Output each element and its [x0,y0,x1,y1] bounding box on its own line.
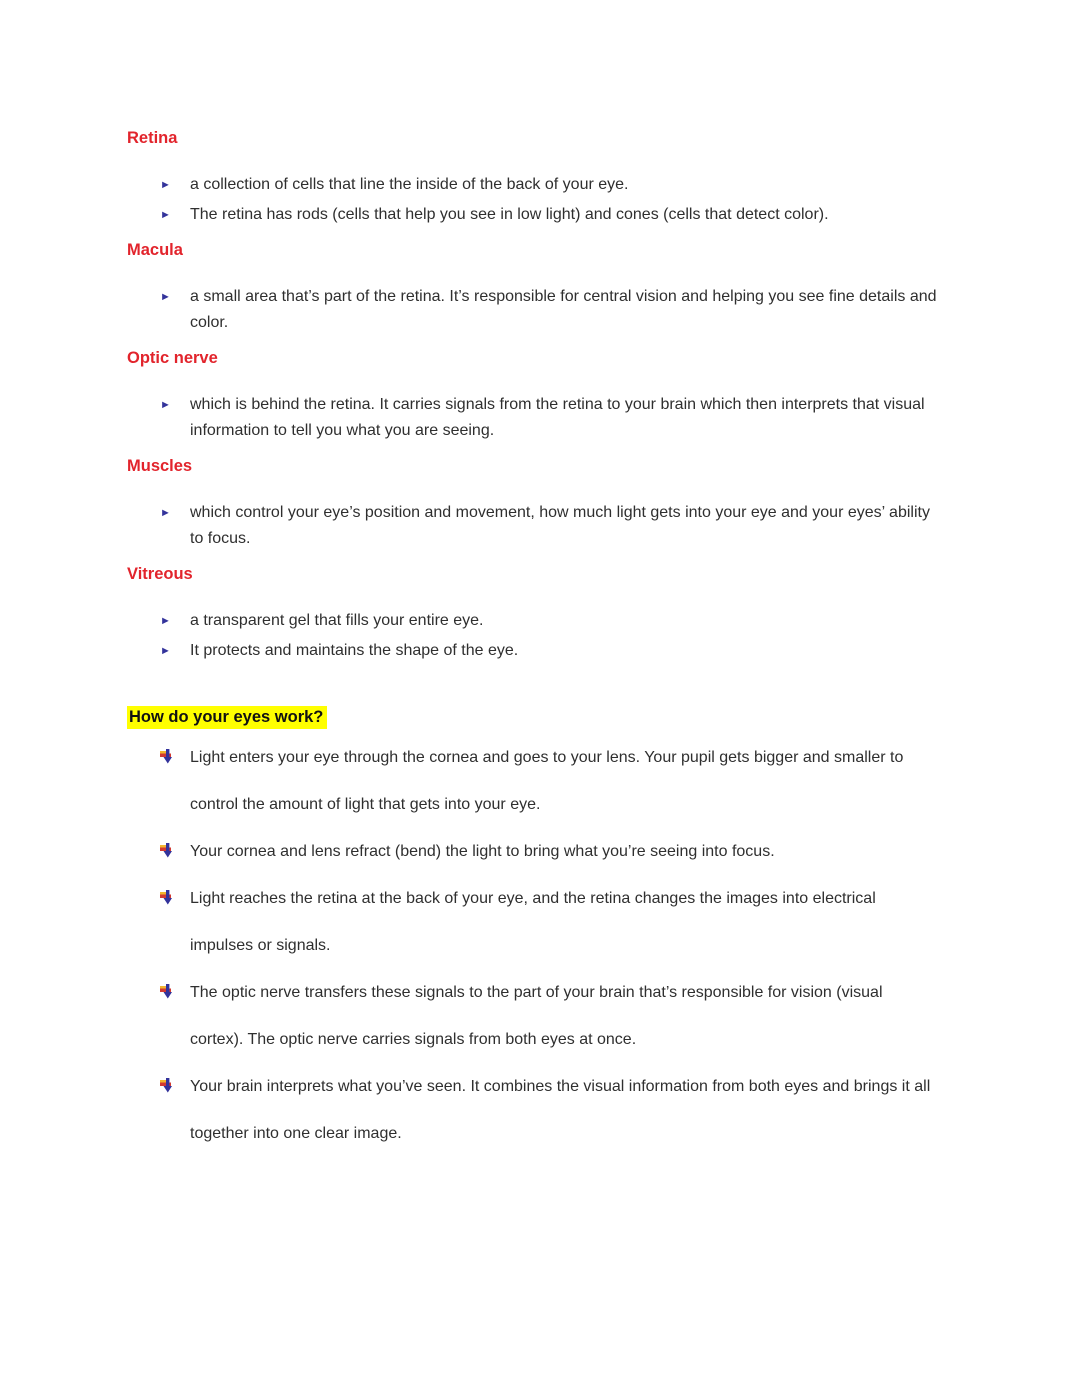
definition-term: Retina [127,129,178,147]
definition-text: The retina has rods (cells that help you see in low light) and cones (cells that detect color). [190,206,829,223]
definition-points [127,608,940,664]
list-item [160,172,940,198]
list-item [160,284,940,336]
definition-text: a small area that’s part of the retina. It’s responsible for central vision and helping you see fine details and color. [190,288,937,331]
list-item [160,500,940,552]
right-arrow-bullet-icon: ► [160,209,171,221]
down-arrow-bullet-icon [160,875,190,906]
definition-section [127,128,940,228]
definition-text: It protects and maintains the shape of the eye. [190,642,519,659]
list-item [160,828,940,875]
list-item [160,969,940,1063]
definition-text: a transparent gel that fills your entire eye. [190,612,484,629]
definition-section [127,456,940,552]
list-item [160,638,940,664]
right-arrow-bullet-icon: ► [160,179,171,191]
definition-points [127,500,940,552]
definition-section [127,564,940,664]
definitions-list [127,128,940,664]
right-arrow-bullet-icon: ► [160,399,171,411]
down-arrow-bullet-icon [160,828,190,859]
right-arrow-bullet-icon: ► [160,507,171,519]
definition-text: which is behind the retina. It carries signals from the retina to your brain which then interprets that visual information to tell you what you are seeing. [190,396,925,439]
step-text: Your brain interprets what you’ve seen. It combines the visual information from both eyes and brings it all together into one clear image. [190,1078,931,1142]
list-item [160,202,940,228]
list-item [160,392,940,444]
definition-points [127,392,940,444]
step-text: Light reaches the retina at the back of your eye, and the retina changes the images into electrical impulses or signals. [190,890,876,954]
definition-text: a collection of cells that line the inside of the back of your eye. [190,176,629,193]
down-arrow-bullet-icon [160,969,190,1000]
definition-term: Vitreous [127,565,193,583]
step-text: The optic nerve transfers these signals to the part of your brain that’s responsible for vision (visual cortex). The optic nerve carries signals from both eyes at once. [190,984,883,1048]
list-item [160,734,940,828]
right-arrow-bullet-icon: ► [160,615,171,627]
down-arrow-bullet-icon [160,734,190,765]
down-arrow-bullet-icon [160,1063,190,1094]
definition-points [127,284,940,336]
step-text: Your cornea and lens refract (bend) the light to bring what you’re seeing into focus. [190,843,775,860]
definition-points [127,172,940,228]
list-item [160,608,940,634]
list-item [160,875,940,969]
how-it-works-section [127,706,940,728]
right-arrow-bullet-icon: ► [160,645,171,657]
steps-list [127,734,940,1157]
definition-text: which control your eye’s position and movement, how much light gets into your eye and your eyes’ ability to focus. [190,504,930,547]
list-item [160,1063,940,1157]
definition-term: Optic nerve [127,349,218,367]
definition-term: Macula [127,241,183,259]
definition-section [127,348,940,444]
how-it-works-heading: How do your eyes work? [127,706,327,729]
step-text: Light enters your eye through the cornea and goes to your lens. Your pupil gets bigger and smaller to control the amount of light that gets into your eye. [190,749,904,813]
definition-term: Muscles [127,457,193,475]
right-arrow-bullet-icon: ► [160,291,171,303]
definition-section [127,240,940,336]
